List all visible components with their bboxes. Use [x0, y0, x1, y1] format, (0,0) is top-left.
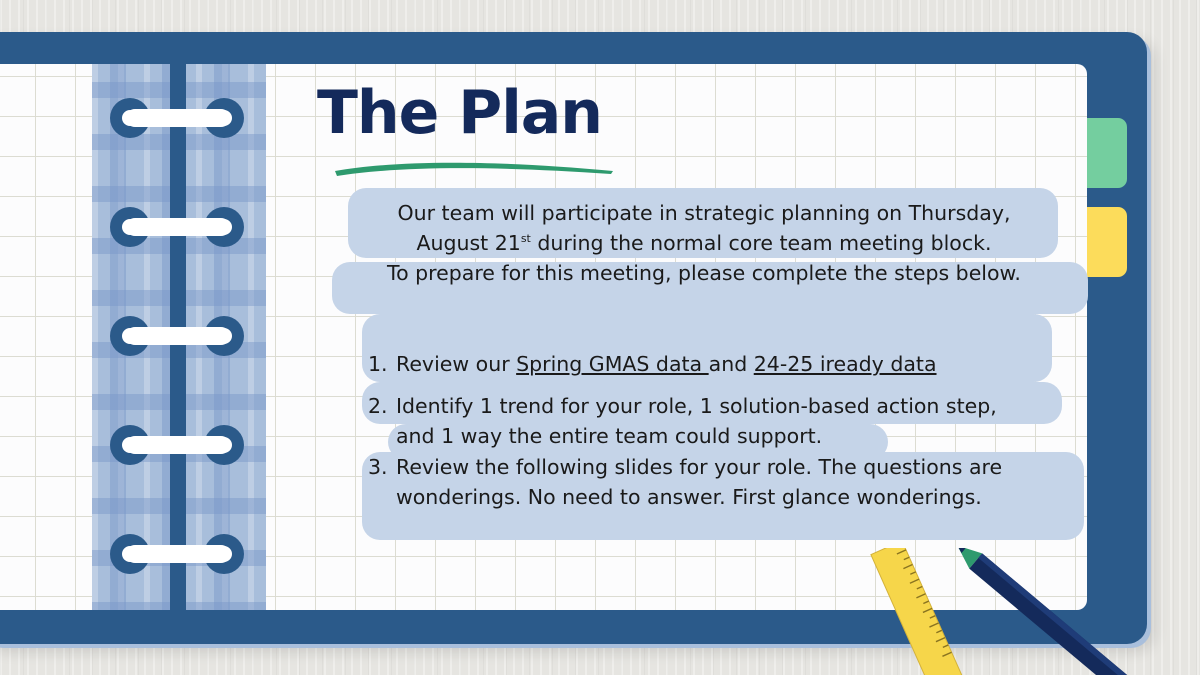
gmas-data-link[interactable]: Spring GMAS data [516, 352, 709, 376]
step-text: Identify 1 trend for your role, 1 solution-based action step, [396, 394, 997, 418]
binder-ring [110, 534, 244, 574]
binder-ring [110, 425, 244, 465]
step-text: wonderings. No need to answer. First glance wonderings. [396, 485, 982, 509]
pencil-icon [955, 548, 1145, 675]
binder-ring [110, 98, 244, 138]
tab-yellow[interactable] [1082, 207, 1127, 277]
binder-ring [110, 316, 244, 356]
tab-green[interactable] [1082, 118, 1127, 188]
ordinal-suffix: st [520, 232, 531, 246]
step-text: and 1 way the entire team could support. [396, 424, 823, 448]
step-number: 2. [368, 394, 388, 418]
intro-line: August 21 [416, 231, 521, 255]
title-underline [333, 155, 618, 179]
page-title: The Plan [317, 78, 602, 148]
intro-line: during the normal core team meeting block. [530, 231, 992, 255]
intro-line: Our team will participate in strategic planning on Thursday, [397, 201, 1011, 225]
list-item [368, 349, 1088, 379]
step-number: 1. [368, 352, 388, 376]
steps-list [368, 349, 1088, 513]
list-item [368, 452, 1088, 512]
intro-line: To prepare for this meeting, please complete the steps below. [387, 261, 1021, 285]
step-text: Review our [396, 352, 517, 376]
step-number: 3. [368, 455, 388, 479]
step-text: and [708, 352, 754, 376]
list-item [368, 391, 1088, 451]
iready-data-link[interactable]: 24-25 iready data [753, 352, 937, 376]
intro-paragraph [338, 198, 1070, 288]
binder-ring [110, 207, 244, 247]
step-text: Review the following slides for your role. The questions are [396, 455, 1003, 479]
